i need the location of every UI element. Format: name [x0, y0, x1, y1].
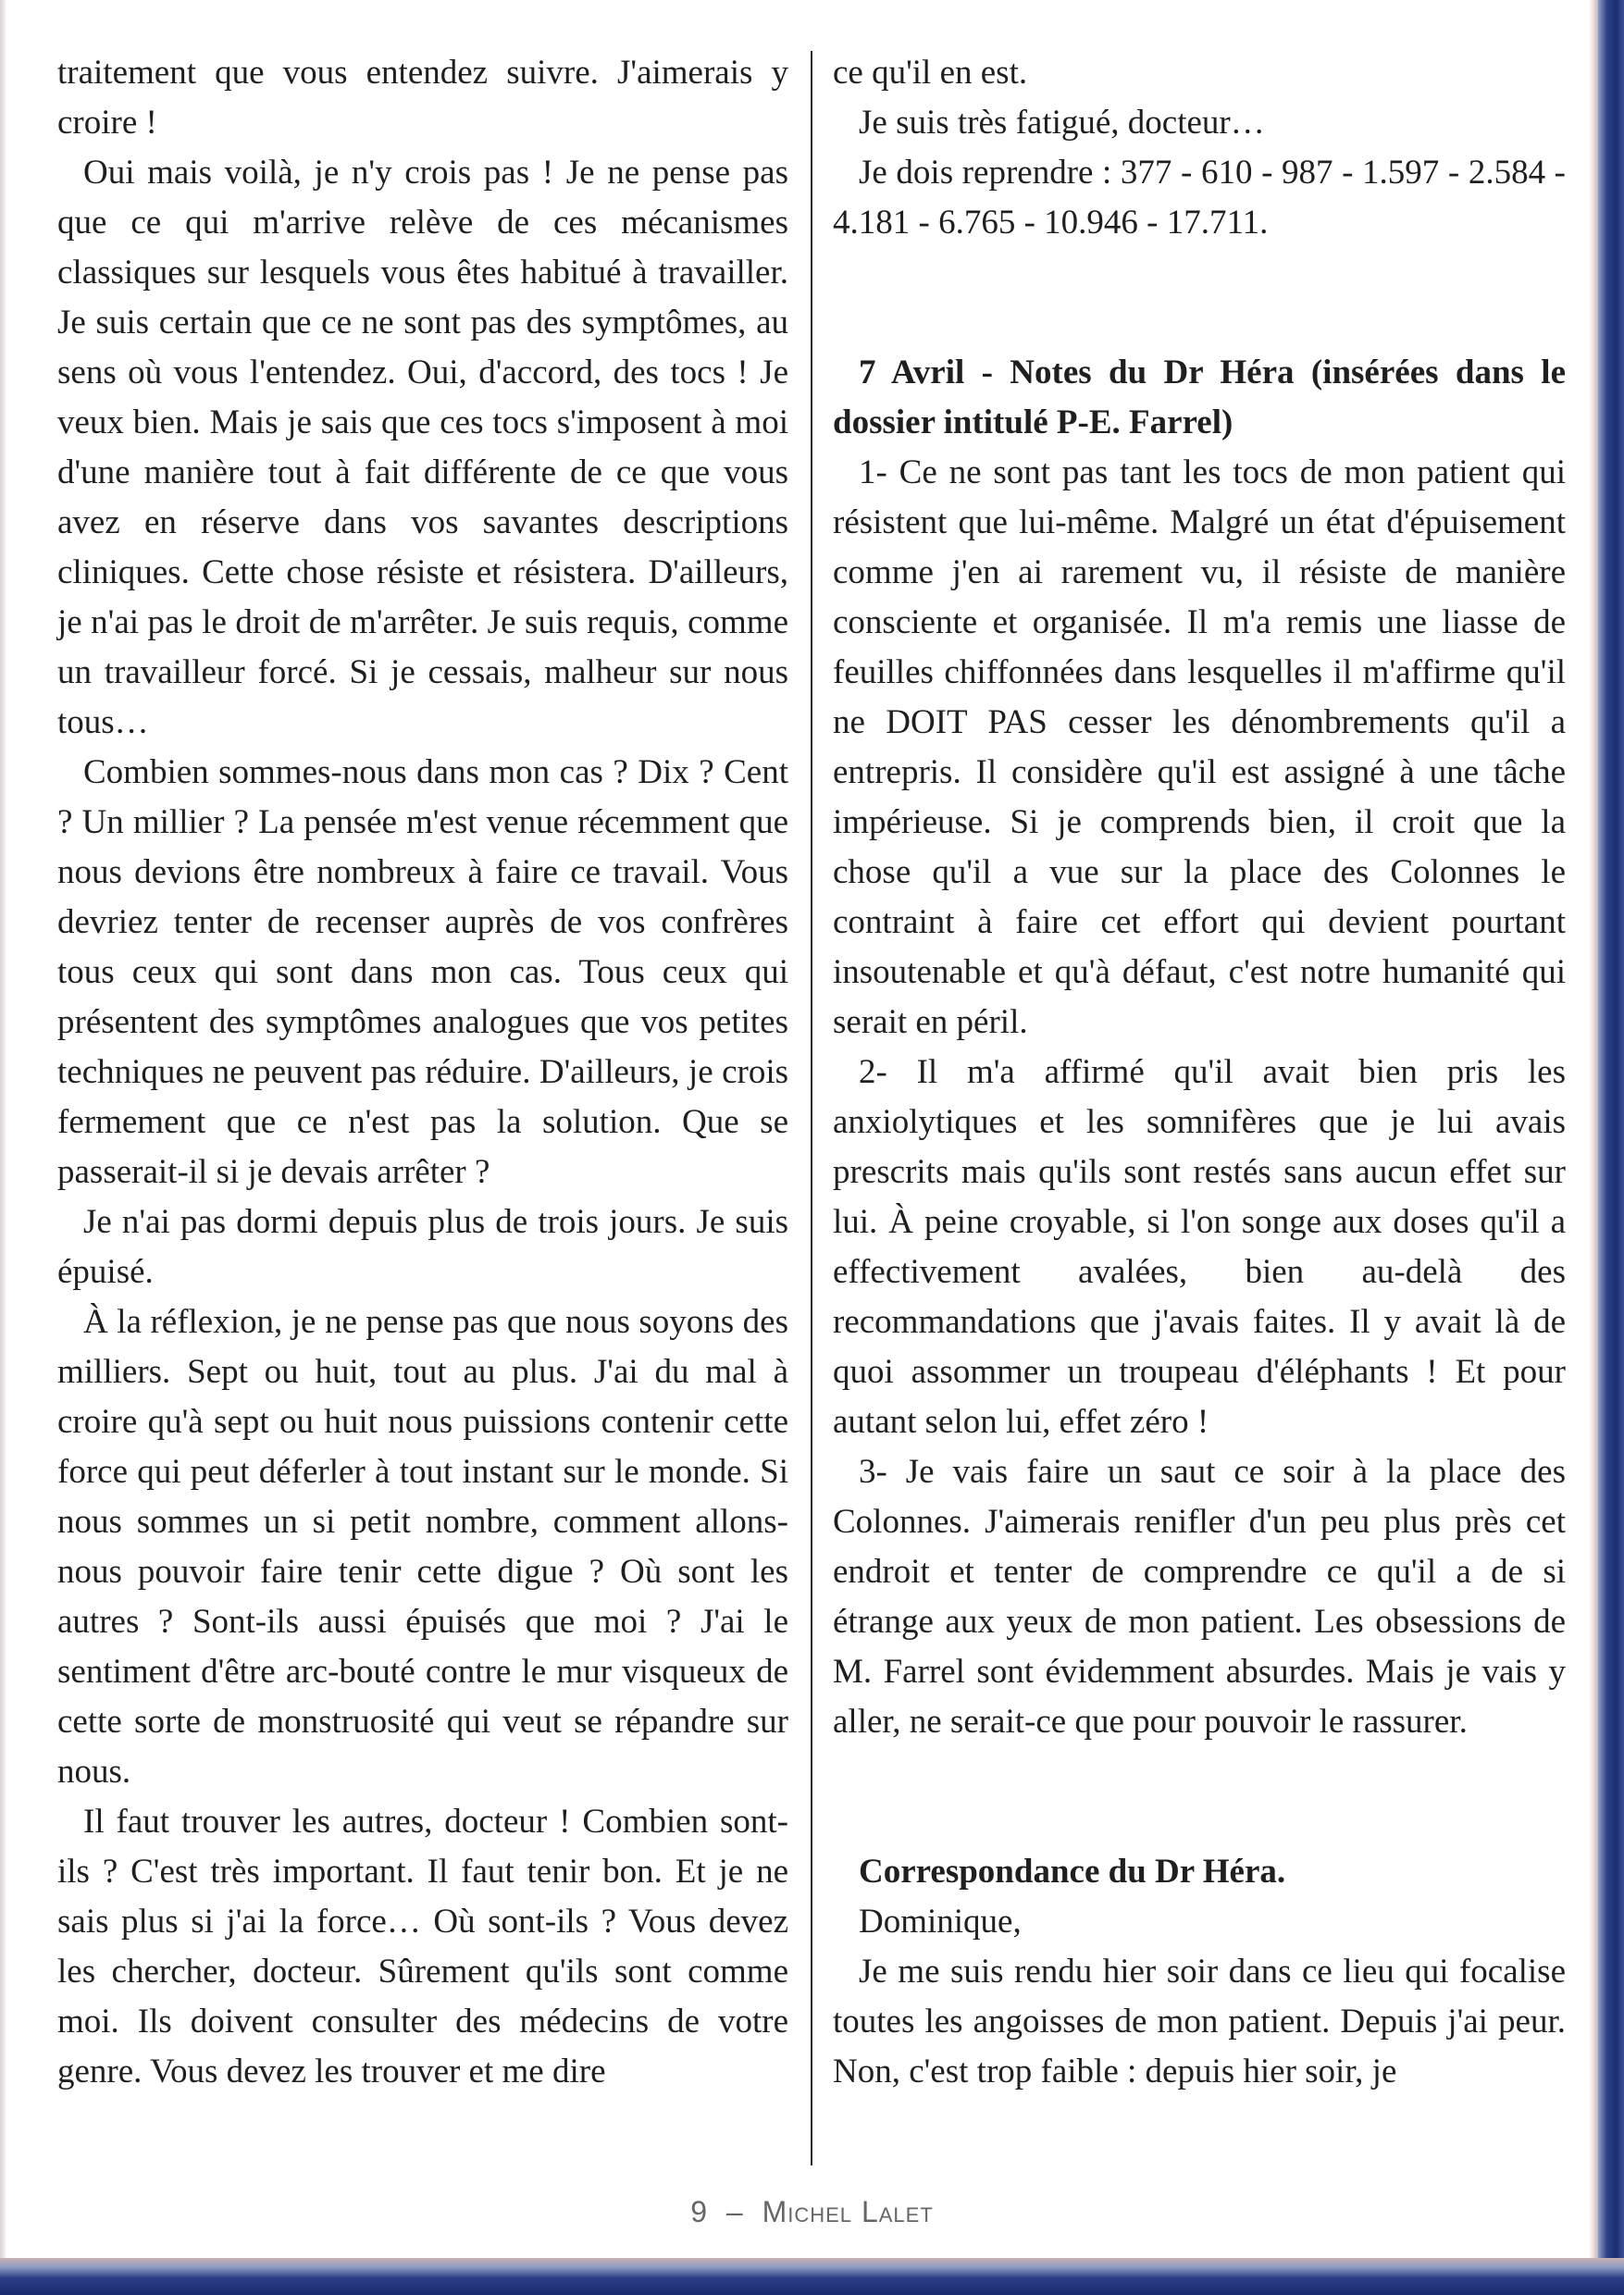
note-item: 1- Ce ne sont pas tant les tocs de mon patient qui résistent que lui-même. Malgré un état d'épuisement comme j'en ai rarement vu, il résiste de manière consciente et organisée. Il m'a remis une liasse de feuilles chiffonnées dans lesquelles il m'affirme qu'il ne DOIT PAS cesser les dénombrements qu'il a entrepris. Il considère qu'il est assigné à une tâche impérieuse. Si je comprends bien, il croit que la chose qu'il a vue sur la place des Colonnes le contraint à faire cet effort qui devient pourtant insoutenable et qu'à défaut, c'est notre humanité qui serait en péril.: [833, 453, 1566, 1041]
paragraph: Je me suis rendu hier soir dans ce lieu qui focalise toutes les angoisses de mon patient. Depuis j'ai peur. Non, c'est trop faible : depuis hier soir, je: [833, 1953, 1566, 2090]
spacer: [833, 1747, 1566, 1847]
page-number: 9: [690, 2195, 709, 2228]
author-name: Michel Lalet: [762, 2195, 934, 2228]
spacer: [833, 248, 1566, 348]
page-edge-left: [0, 0, 6, 2295]
paragraph: Je n'ai pas dormi depuis plus de trois jours. Je suis épuisé.: [57, 1203, 788, 1291]
number-sequence: Je dois reprendre : 377 - 610 - 987 - 1.597 - 2.584 - 4.181 - 6.765 - 10.946 - 17.711.: [833, 154, 1566, 242]
paragraph: À la réflexion, je ne pense pas que nous soyons des milliers. Sept ou huit, tout au plus. J'ai du mal à croire qu'à sept ou huit nous puissions contenir cette force qui peut déferler à tout instant sur le monde. Si nous sommes un si petit nombre, comment allons-nous pouvoir faire tenir cette digue ? Où sont les autres ? Sont-ils aussi épuisés que moi ? J'ai le sentiment d'être arc-bouté contre le mur visqueux de cette sorte de monstruosité qui veut se répandre sur nous.: [57, 1303, 788, 1791]
correspondence-heading: Correspondance du Dr Héra.: [859, 1853, 1286, 1891]
paragraph: Combien sommes-nous dans mon cas ? Dix ? Cent ? Un millier ? La pensée m'est venue récemment que nous devions être nombreux à faire ce travail. Vous devriez tenter de recenser auprès de vos confrères tous ceux qui sont dans mon cas. Tous ceux qui présentent des symptômes analogues que vos petites techniques ne peuvent pas réduire. D'ailleurs, je crois fermement que ce n'est pas la solution. Que se passerait-il si je devais arrêter ?: [57, 753, 788, 1191]
paragraph: ce qu'il en est.: [833, 54, 1028, 92]
column-divider: [811, 51, 812, 2165]
notes-heading: 7 Avril - Notes du Dr Héra (insérées dans le dossier intitulé P-E. Farrel): [833, 354, 1566, 441]
paragraph: Oui mais voilà, je n'y crois pas ! Je ne pense pas que ce qui m'arrive relève de ces mécanismes classiques sur lesquels vous êtes habitué à travailler. Je suis certain que ce ne sont pas des symptômes, au sens où vous l'entendez. Oui, d'accord, des tocs ! Je veux bien. Mais je sais que ces tocs s'imposent à moi d'une manière tout à fait différente de ce que vous avez en réserve dans vos savantes descriptions cliniques. Cette chose résiste et résistera. D'ailleurs, je n'ai pas le droit de m'arrêter. Je suis requis, comme un travailleur forcé. Si je cessais, malheur sur nous tous…: [57, 154, 788, 741]
paragraph: Je suis très fatigué, docteur…: [859, 104, 1265, 142]
decorative-frame-right: [1598, 0, 1624, 2295]
footer-separator: –: [725, 2195, 744, 2228]
paragraph: Il faut trouver les autres, docteur ! Combien sont-ils ? C'est très important. Il faut tenir bon. Et je ne sais plus si j'ai la force… Où sont-ils ? Vous devez les chercher, docteur. Sûrement qu'ils sont comme moi. Ils doivent consulter des médecins de votre genre. Vous devez les trouver et me dire: [57, 1803, 788, 2090]
salutation: Dominique,: [859, 1903, 1022, 1941]
note-item: 3- Je vais faire un saut ce soir à la place des Colonnes. J'aimerais renifler d'un peu plus près cet endroit et tenter de comprendre ce qu'il a de si étrange aux yeux de mon patient. Les obsessions de M. Farrel sont évidemment absurdes. Mais je vais y aller, ne serait-ce que pour pouvoir le rassurer.: [833, 1453, 1566, 1741]
page-footer: [0, 2195, 1624, 2229]
left-column: [57, 48, 788, 2097]
note-item: 2- Il m'a affirmé qu'il avait bien pris les anxiolytiques et les somnifères que je lui avais prescrits mais qu'ils sont restés sans aucun effet sur lui. À peine croyable, si l'on songe aux doses qu'il a effectivement avalées, bien au-delà des recommandations que j'avais faites. Il y avait là de quoi assommer un troupeau d'éléphants ! Et pour autant selon lui, effet zéro !: [833, 1053, 1566, 1441]
decorative-frame-bottom: [0, 2258, 1624, 2295]
paragraph: traitement que vous entendez suivre. J'aimerais y croire !: [57, 54, 788, 142]
right-column: [833, 48, 1566, 2097]
